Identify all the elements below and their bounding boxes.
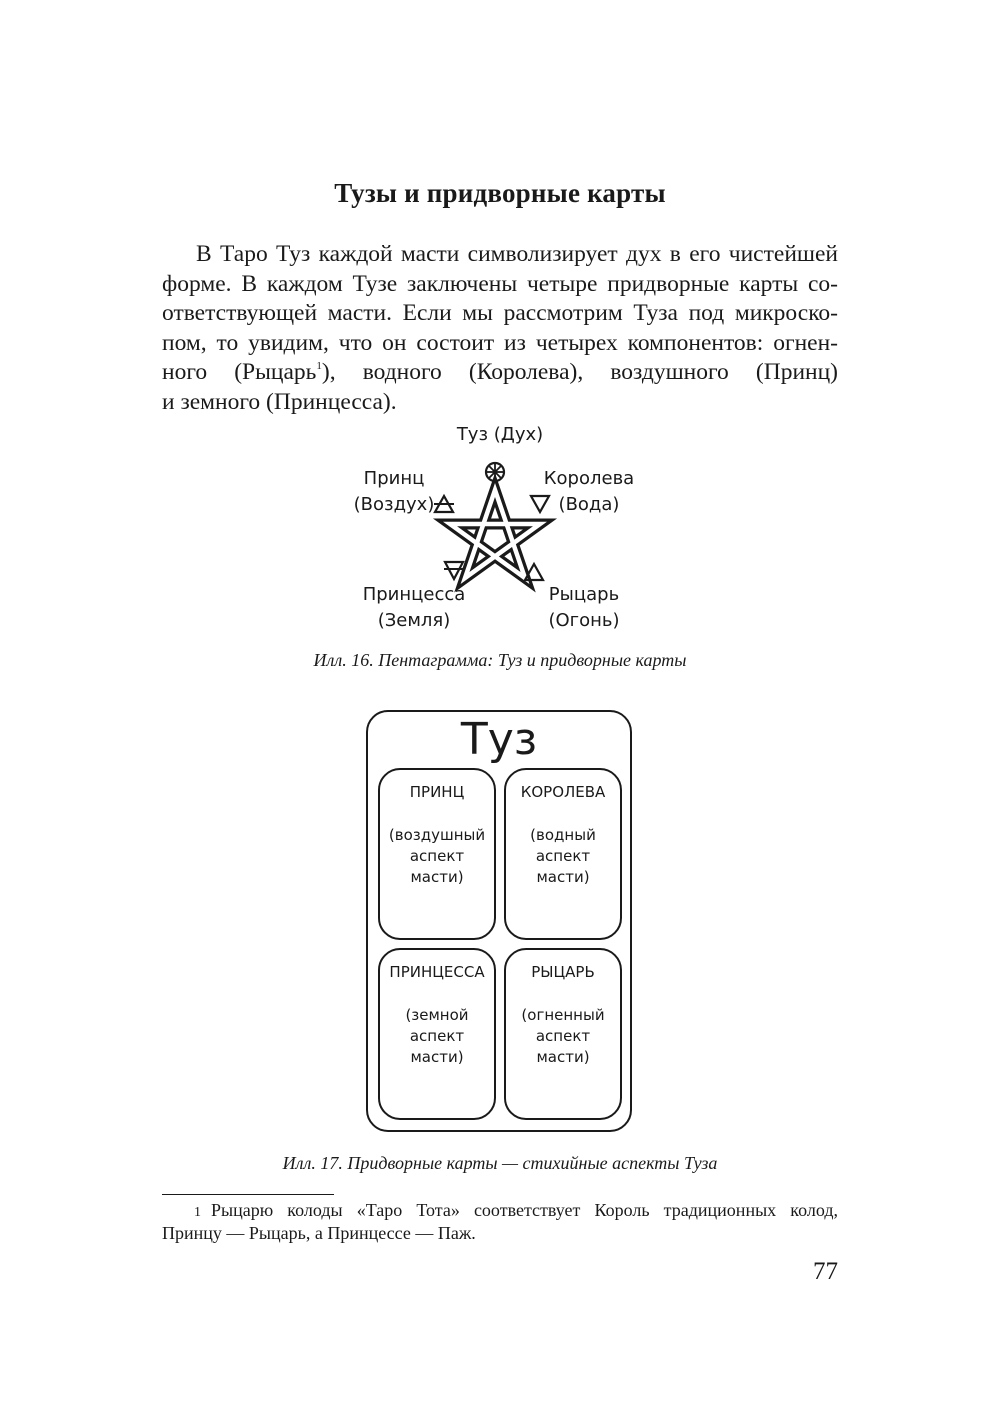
footnote-text: Рыцарю колоды «Таро Тота» соответствует Король традиционных колод, (211, 1200, 838, 1220)
footnote-divider (162, 1194, 334, 1195)
court-card-queen (504, 768, 622, 940)
ace-card-diagram (366, 710, 632, 1132)
label-prince-name: Принц (363, 468, 425, 489)
figure-caption: Илл. 16. Пентаграмма: Туз и придворные карты (313, 650, 687, 670)
court-card-prince (378, 768, 496, 940)
paragraph-text: ного (Рыцарь (162, 359, 317, 386)
label-queen-element: (Вода) (558, 494, 620, 515)
figure-caption: Илл. 17. Придворные карты — стихийные аспекты Туза (282, 1153, 718, 1173)
label-prince-element: (Воздух) (353, 494, 435, 515)
ace-title: Туз (460, 714, 538, 765)
section-heading: Тузы и придворные карты (334, 178, 666, 208)
paragraph-text: ), водного (Королева), воздушного (Принц) (321, 359, 838, 386)
label-ace-spirit: Туз (Дух) (456, 424, 544, 445)
court-card-name: ПРИНЦ (409, 783, 465, 801)
label-princess-element: (Земля) (377, 610, 451, 631)
label-knight-element: (Огонь) (548, 610, 620, 631)
footnote-number: 1 (194, 1205, 201, 1220)
court-card-princess (378, 948, 496, 1120)
footnote-line: Принцу — Рыцарь, а Принцессе — Паж. (162, 1223, 476, 1243)
court-card-description: (земной аспект масти) (405, 1006, 469, 1066)
paragraph-line: ответствующей масти. Если мы рассмотрим Туза под микроско- (162, 300, 838, 327)
pentagram-star-icon (450, 490, 540, 578)
court-card-name: КОРОЛЕВА (520, 783, 606, 801)
paragraph-line: В Таро Туз каждой масти символизирует дух в его чистейшей (196, 241, 838, 267)
footnote (162, 1200, 838, 1244)
court-card-description: (огненный аспект масти) (521, 1006, 605, 1066)
court-card-description: (воздушный аспект масти) (388, 826, 486, 886)
body-paragraph (162, 240, 838, 418)
page-number: 77 (813, 1258, 838, 1285)
label-princess-name: Принцесса (362, 584, 466, 605)
label-queen-name: Королева (543, 468, 635, 489)
air-symbol-icon (434, 496, 454, 512)
pentagram-figure (330, 418, 670, 640)
footnote-reference: 1 (316, 360, 322, 373)
court-card-name: РЫЦАРЬ (531, 963, 595, 981)
paragraph-line: форме. В каждом Тузе заключены четыре придворные карты со- (162, 270, 838, 297)
paragraph-line: пом, то увидим, что он состоит из четырех компонентов: огнен- (162, 329, 838, 356)
paragraph-line: и земного (Принцесса). (162, 388, 397, 415)
court-card-description: (водный аспект масти) (530, 826, 596, 886)
paragraph-line (162, 358, 838, 388)
label-knight-name: Рыцарь (548, 584, 620, 605)
pentagram-drawing (330, 418, 670, 640)
water-symbol-icon (531, 496, 549, 512)
court-card-name: ПРИНЦЕССА (389, 963, 485, 981)
footnote-line (162, 1200, 838, 1223)
court-card-knight (504, 948, 622, 1120)
